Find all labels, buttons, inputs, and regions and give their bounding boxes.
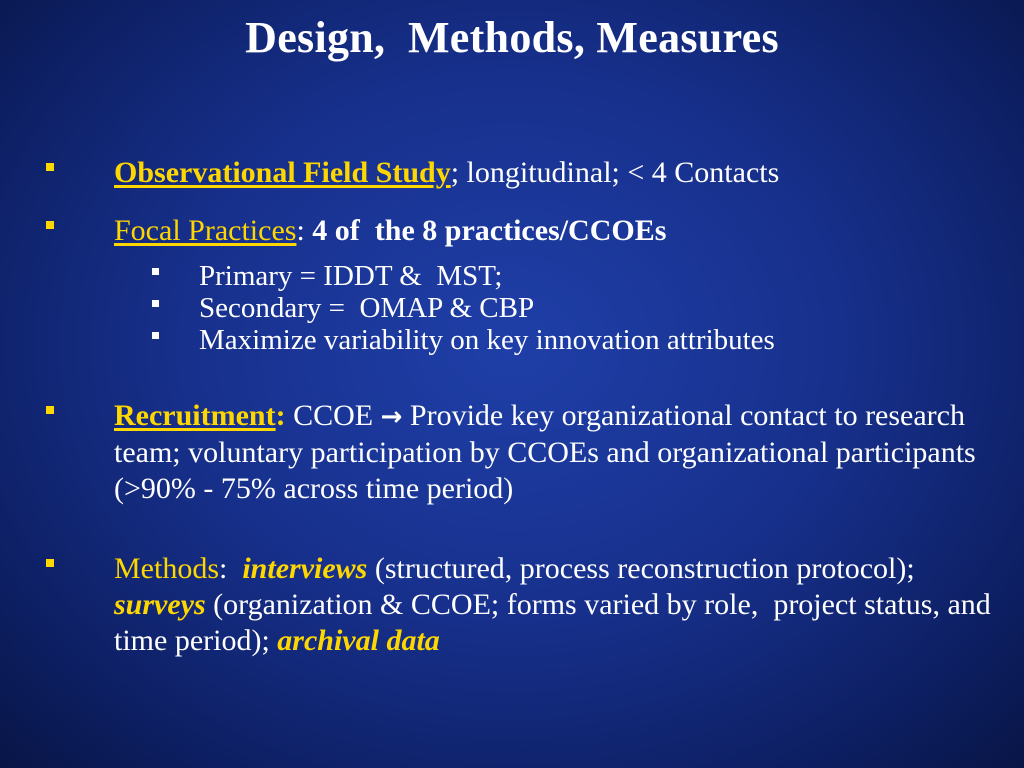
bullet-heading: Recruitment (114, 399, 276, 432)
sub-bullet-text: Maximize variability on key innovation attributes (199, 324, 775, 356)
bullet-heading: Observational Field Study (114, 156, 451, 189)
bullet-square-icon (46, 163, 54, 171)
method-text-2: (organization & CCOE; forms varied by role, project status, and time period); (114, 588, 999, 657)
bullet-square-icon (46, 221, 54, 229)
method-term-interviews: interviews (242, 552, 368, 585)
sub-bullet-text: Primary = IDDT & MST; (199, 260, 503, 292)
arrow-right-icon: → (380, 402, 403, 432)
bullet-text (114, 398, 994, 507)
bullet-text (114, 551, 999, 659)
sub-bullet-square-icon (152, 300, 159, 307)
bullet-colon: : (219, 552, 243, 585)
bullet-heading: Focal Practices (114, 214, 297, 247)
method-term-surveys: surveys (114, 588, 206, 621)
bullet-colon: : (296, 214, 313, 247)
method-term-archival-data: archival data (277, 624, 440, 657)
bullet-body: 4 of the 8 practices/CCOEs (312, 214, 667, 247)
bullet-body: ; longitudinal; < 4 Contacts (450, 156, 780, 189)
bullet-pre: CCOE (285, 399, 381, 432)
bullet-square-icon (46, 406, 54, 414)
sub-bullet-text: Secondary = OMAP & CBP (199, 292, 535, 324)
sub-bullet-square-icon (152, 268, 159, 275)
bullet-square-icon (46, 559, 54, 567)
slide-title: Design, Methods, Measures (245, 13, 779, 62)
bullet-body: Provide key organizational contact to research team; voluntary participation by CCOEs and organizational participants (>90% - 75% across time period) (114, 399, 984, 505)
sub-bullet-square-icon (152, 332, 159, 339)
bullet-heading: Methods (114, 552, 219, 585)
bullet-text (114, 213, 994, 249)
method-text-1: (structured, process reconstruction protocol); (367, 552, 923, 585)
bullet-text (114, 155, 994, 191)
bullet-colon: : (275, 399, 286, 432)
